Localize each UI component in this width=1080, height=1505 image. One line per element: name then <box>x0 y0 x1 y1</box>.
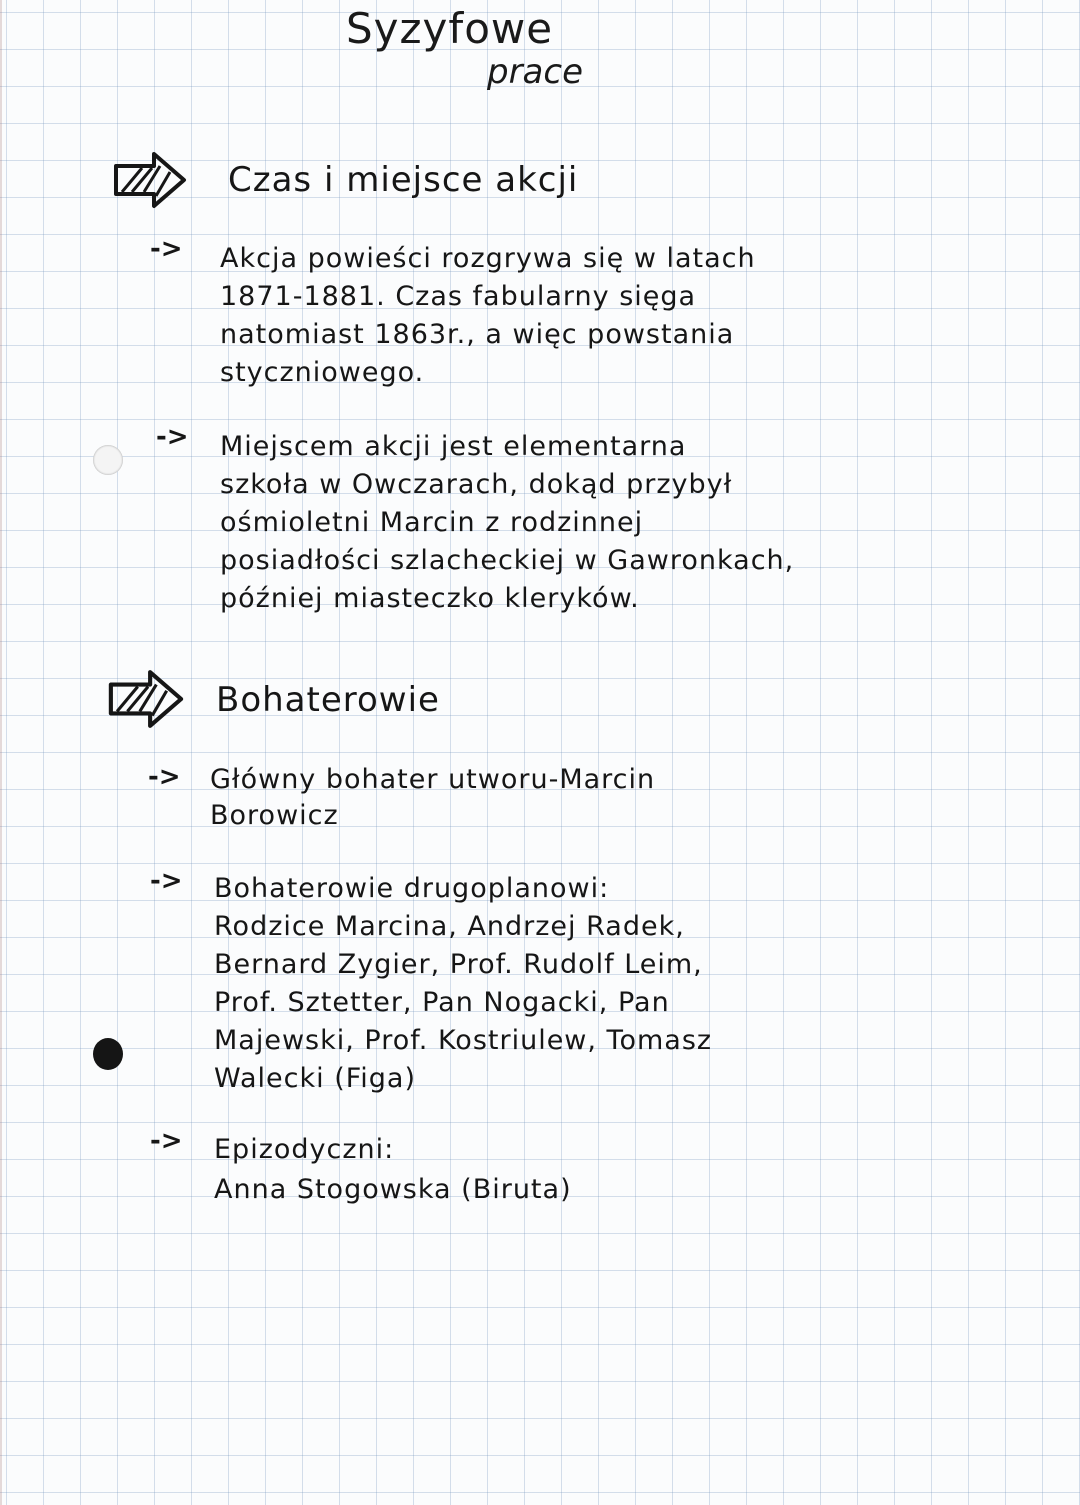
section-heading-characters: Bohaterowie <box>216 680 440 720</box>
paragraph-secondary-heroes <box>214 870 712 1098</box>
paragraph-time <box>220 240 756 392</box>
text-line: Anna Stogowska (Biruta) <box>214 1174 572 1205</box>
binder-hole <box>93 445 123 475</box>
text-line: szkoła w Owczarach, dokąd przybył <box>220 469 733 500</box>
bullet-arrow: -> <box>150 234 183 264</box>
paragraph-main-hero <box>210 762 655 834</box>
text-line: Epizodyczni: <box>214 1134 395 1165</box>
page-edge <box>0 0 2 1505</box>
text-line: Miejscem akcji jest elementarna <box>220 431 687 462</box>
page-subtitle: prace <box>487 52 584 92</box>
section-arrow-icon <box>112 150 188 210</box>
text-line: później miasteczko kleryków. <box>220 583 640 614</box>
text-line: Borowicz <box>210 800 339 831</box>
text-line: Akcja powieści rozgrywa się w latach <box>220 243 756 274</box>
text-line: Rodzice Marcina, Andrzej Radek, <box>214 911 685 942</box>
text-line: Majewski, Prof. Kostriulew, Tomasz <box>214 1025 713 1056</box>
text-line: styczniowego. <box>220 357 425 388</box>
bullet-arrow: -> <box>150 1126 183 1156</box>
page-title: Syzyfowe <box>346 4 554 53</box>
binder-hole <box>93 1038 123 1070</box>
text-line: natomiast 1863r., a więc powstania <box>220 319 735 350</box>
text-line: ośmioletni Marcin z rodzinnej <box>220 507 644 538</box>
bullet-arrow: -> <box>156 422 189 452</box>
paragraph-place <box>220 428 794 618</box>
text-line: 1871-1881. Czas fabularny sięga <box>220 281 697 312</box>
bullet-arrow: -> <box>148 762 181 792</box>
paragraph-episodic <box>214 1130 572 1210</box>
section-arrow-icon <box>106 668 186 730</box>
text-line: posiadłości szlacheckiej w Gawronkach, <box>220 545 795 576</box>
section-heading-time-place: Czas i miejsce akcji <box>228 160 579 200</box>
text-line: Prof. Sztetter, Pan Nogacki, Pan <box>214 987 670 1018</box>
text-line: Bohaterowie drugoplanowi: <box>214 873 610 904</box>
text-line: Walecki (Figa) <box>214 1063 417 1094</box>
text-line: Bernard Zygier, Prof. Rudolf Leim, <box>214 949 703 980</box>
text-line: Główny bohater utworu-Marcin <box>210 764 656 795</box>
bullet-arrow: -> <box>150 866 183 896</box>
